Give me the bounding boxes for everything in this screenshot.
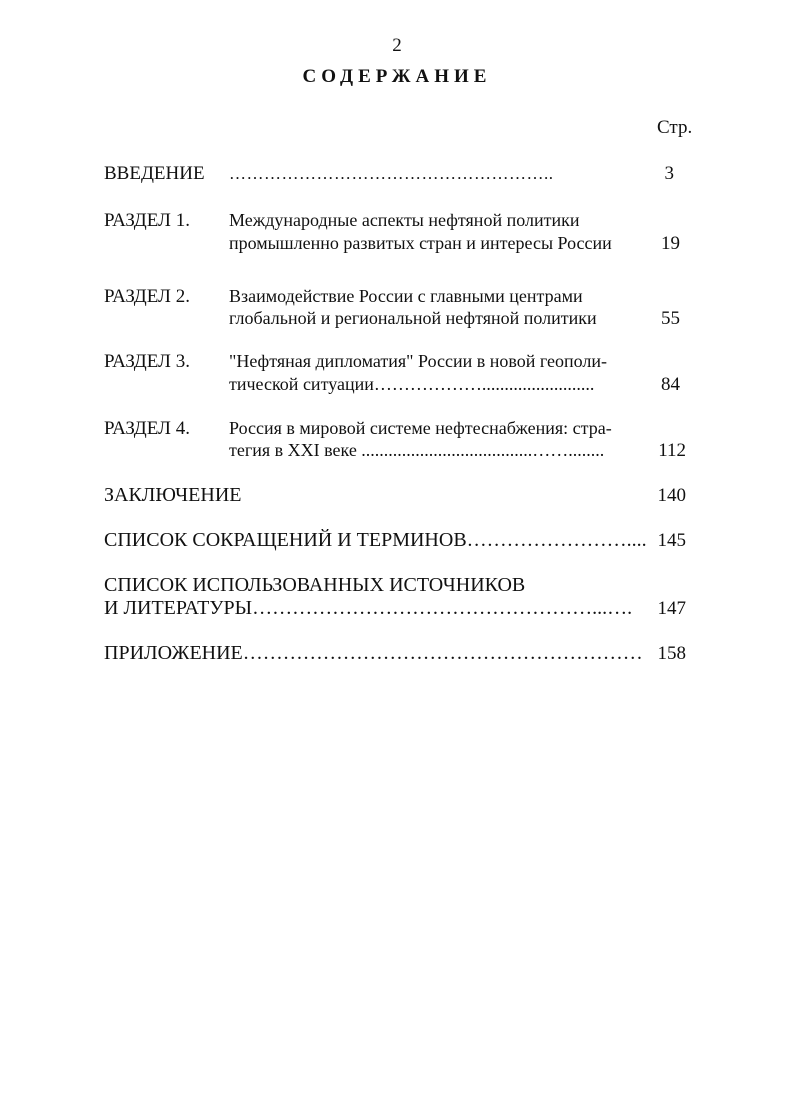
- toc-entry-title-line: тегия в XXI веке ......................................……........: [229, 440, 605, 460]
- toc-page-number: 19: [661, 233, 680, 254]
- toc-page-number: 55: [661, 308, 680, 329]
- toc-page-number: 112: [658, 440, 686, 461]
- toc-page-number: 158: [657, 643, 686, 664]
- toc-entry-title-line: тической ситуации……………….........................: [229, 374, 595, 394]
- page-title: СОДЕРЖАНИЕ: [302, 66, 492, 87]
- toc-entry-title-line: И ЛИТЕРАТУРЫ……………………………………………...….: [104, 597, 633, 619]
- toc-page-number: 84: [661, 374, 680, 395]
- toc-entry-label: РАЗДЕЛ 3.: [104, 351, 190, 372]
- page-column-label: Стр.: [657, 117, 693, 138]
- toc-page-number: 145: [657, 530, 686, 551]
- toc-page-number: 140: [657, 485, 686, 506]
- toc-page-number: 3: [664, 163, 674, 184]
- toc-entry-label: СПИСОК СОКРАЩЕНИЙ И ТЕРМИНОВ……………………....: [104, 529, 647, 551]
- toc-entry-label: РАЗДЕЛ 2.: [104, 286, 190, 307]
- toc-entry-title-line: глобальной и региональной нефтяной политики: [229, 308, 597, 328]
- toc-leader-dots: ………………………………………………..: [229, 164, 554, 183]
- toc-entry-title-line: Взаимодействие России с главными центрами: [229, 286, 583, 306]
- toc-entry-title-line: СПИСОК ИСПОЛЬЗОВАННЫХ ИСТОЧНИКОВ: [104, 574, 526, 596]
- toc-entry-label: ПРИЛОЖЕНИЕ……………………………………………………: [104, 642, 643, 664]
- toc-entry-label: РАЗДЕЛ 1.: [104, 210, 190, 231]
- toc-entry-title-line: промышленно развитых стран и интересы России: [229, 233, 612, 253]
- page-number: 2: [392, 35, 402, 56]
- toc-entry-label: ВВЕДЕНИЕ: [104, 163, 205, 184]
- toc-entry-title-line: Международные аспекты нефтяной политики: [229, 210, 580, 230]
- toc-entry-title-line: "Нефтяная дипломатия" России в новой геополи-: [229, 351, 608, 371]
- toc-page-number: 147: [657, 598, 686, 619]
- toc-entry-label: ЗАКЛЮЧЕНИЕ: [104, 484, 242, 506]
- toc-entry-title-line: Россия в мировой системе нефтеснабжения: стра-: [229, 418, 612, 438]
- toc-entry-label: РАЗДЕЛ 4.: [104, 418, 190, 439]
